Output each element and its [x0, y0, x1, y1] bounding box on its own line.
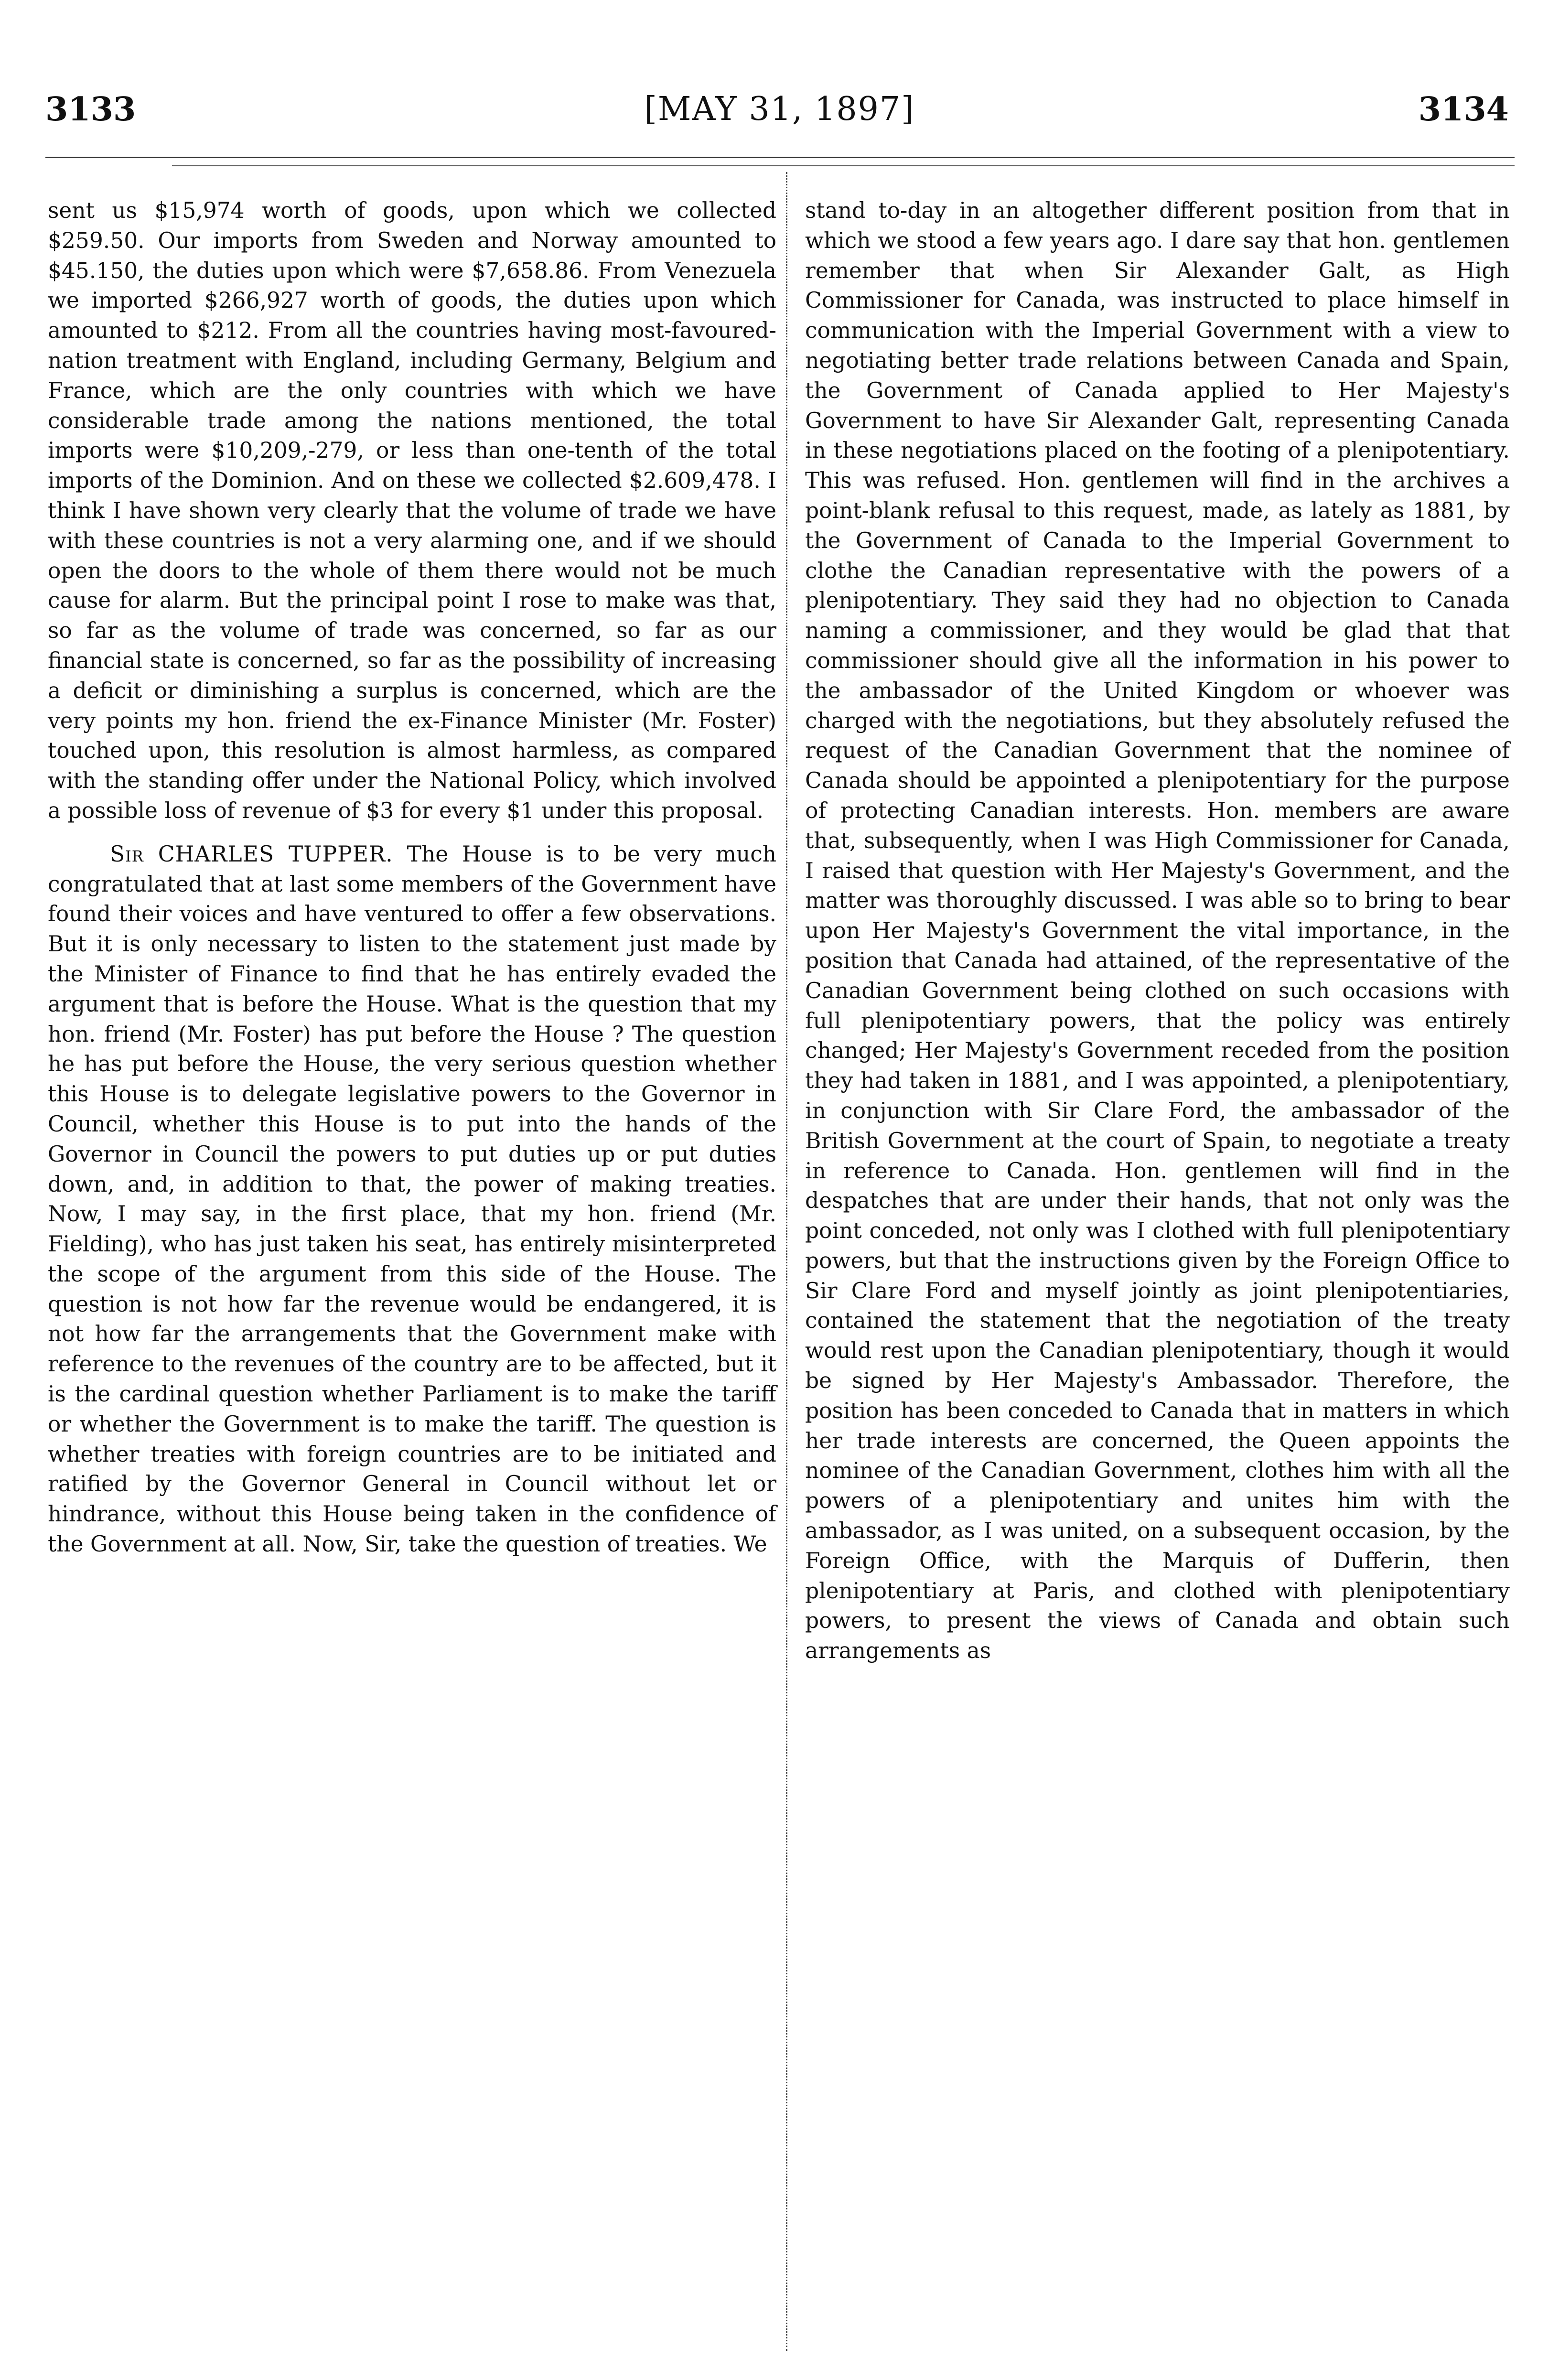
column-divider: [786, 172, 787, 2351]
header-rule-secondary: [172, 165, 1515, 166]
left-column: [48, 196, 776, 1560]
speaker-name: Sir CHARLES TUPPER.: [110, 841, 393, 867]
left-paragraph-1: sent us $15,974 worth of goods, upon which we collected $259.50. Our imports from Sweden and Norway amounted to $45.150, the duties upon which were $7,658.86. From Venezuela we imported $266,927 worth of goods, the duties upon which amounted to $212. From all the countries having most-favoured-nation treatment with England, including Germany, Belgium and France, which are the only countries with which we have considerable trade among the nations mentioned, the total imports were $10,209,-279, or less than one-tenth of the total imports of the Dominion. And on these we collected $2.609,478. I think I have shown very clearly that the volume of trade we have with these countries is not a very alarming one, and if we should open the doors to the whole of them there would not be much cause for alarm. But the principal point I rose to make was that, so far as the volume of trade was concerned, so far as our financial state is concerned, so far as the possibility of increasing a deficit or diminishing a surplus is concerned, which are the very points my hon. friend the ex-Finance Minister (Mr. Foster) touched upon, this resolution is almost harmless, as compared with the standing offer under the National Policy, which involved a possible loss of revenue of $3 for every $1 under this proposal.: [48, 198, 776, 823]
left-paragraph-2: [48, 840, 776, 1560]
page-date: [MAY 31, 1897]: [644, 90, 915, 128]
header-rule: [45, 157, 1515, 158]
page-number-left: 3133: [45, 90, 136, 129]
right-column: [805, 196, 1510, 1666]
left-paragraph-2-text: The House is to be very much congratulated that at last some members of the Government have found their voices and have ventured to offer a few observations. But it is only necessary to listen to the statement just made by the Minister of Finance to find that he has entirely evaded the argument that is before the House. What is the question that my hon. friend (Mr. Foster) has put before the House ? The question he has put before the House, the very serious question whether this House is to delegate legislative powers to the Governor in Council, whether this House is to put into the hands of the Governor in Council the powers to put duties up or put duties down, and, in addition to that, the power of making treaties. Now, I may say, in the first place, that my hon. friend (Mr. Fielding), who has just taken his seat, has entirely misinterpreted the scope of the argument from this side of the House. The question is not how far the revenue would be endangered, it is not how far the arrangements that the Government make with reference to the revenues of the country are to be affected, but it is the cardinal question whether Parliament is to make the tariff or whether the Government is to make the tariff. The question is whether treaties with foreign countries are to be initiated and ratified by the Governor General in Council without let or hindrance, without this House being taken in the confidence of the Government at all. Now, Sir, take the question of treaties. We: [48, 841, 776, 1557]
page-number-right: 3134: [1418, 90, 1509, 129]
page-header: [0, 0, 1559, 182]
right-paragraph-1: stand to-day in an altogether different position from that in which we stood a few years ago. I dare say that hon. gentlemen remember that when Sir Alexander Galt, as High Commissioner for Canada, was instructed to place himself in communication with the Imperial Government with a view to negotiating better trade relations between Canada and Spain, the Government of Canada applied to Her Majesty's Government to have Sir Alexander Galt, representing Canada in these negotiations placed on the footing of a plenipotentiary. This was refused. Hon. gentlemen will find in the archives a point-blank refusal to this request, made, as lately as 1881, by the Government of Canada to the Imperial Government to clothe the Canadian representative with the powers of a plenipotentiary. They said they had no objection to Canada naming a commissioner, and they would be glad that that commissioner should give all the information in his power to the ambassador of the United Kingdom or whoever was charged with the negotiations, but they absolutely refused the request of the Canadian Government that the nominee of Canada should be appointed a plenipotentiary for the purpose of protecting Canadian interests. Hon. members are aware that, subsequently, when I was High Commissioner for Canada, I raised that question with Her Majesty's Government, and the matter was thoroughly discussed. I was able so to bring to bear upon Her Majesty's Government the vital importance, in the position that Canada had attained, of the representative of the Canadian Government being clothed on such occasions with full plenipotentiary powers, that the policy was entirely changed; Her Majesty's Government receded from the position they had taken in 1881, and I was appointed, a plenipotentiary, in conjunction with Sir Clare Ford, the ambassador of the British Government at the court of Spain, to negotiate a treaty in reference to Canada. Hon. gentlemen will find in the despatches that are under their hands, that not only was the point conceded, not only was I clothed with full plenipotentiary powers, but that the instructions given by the Foreign Office to Sir Clare Ford and myself jointly as joint plenipotentiaries, contained the statement that the negotiation of the treaty would rest upon the Canadian plenipotentiary, though it would be signed by Her Majesty's Ambassador. Therefore, the position has been conceded to Canada that in matters in which her trade interests are concerned, the Queen appoints the nominee of the Canadian Government, clothes him with all the powers of a plenipotentiary and unites him with the ambassador, as I was united, on a subsequent occasion, by the Foreign Office, with the Marquis of Dufferin, then plenipotentiary at Paris, and clothed with plenipotentiary powers, to present the views of Canada and obtain such arrangements as: [805, 198, 1510, 1664]
